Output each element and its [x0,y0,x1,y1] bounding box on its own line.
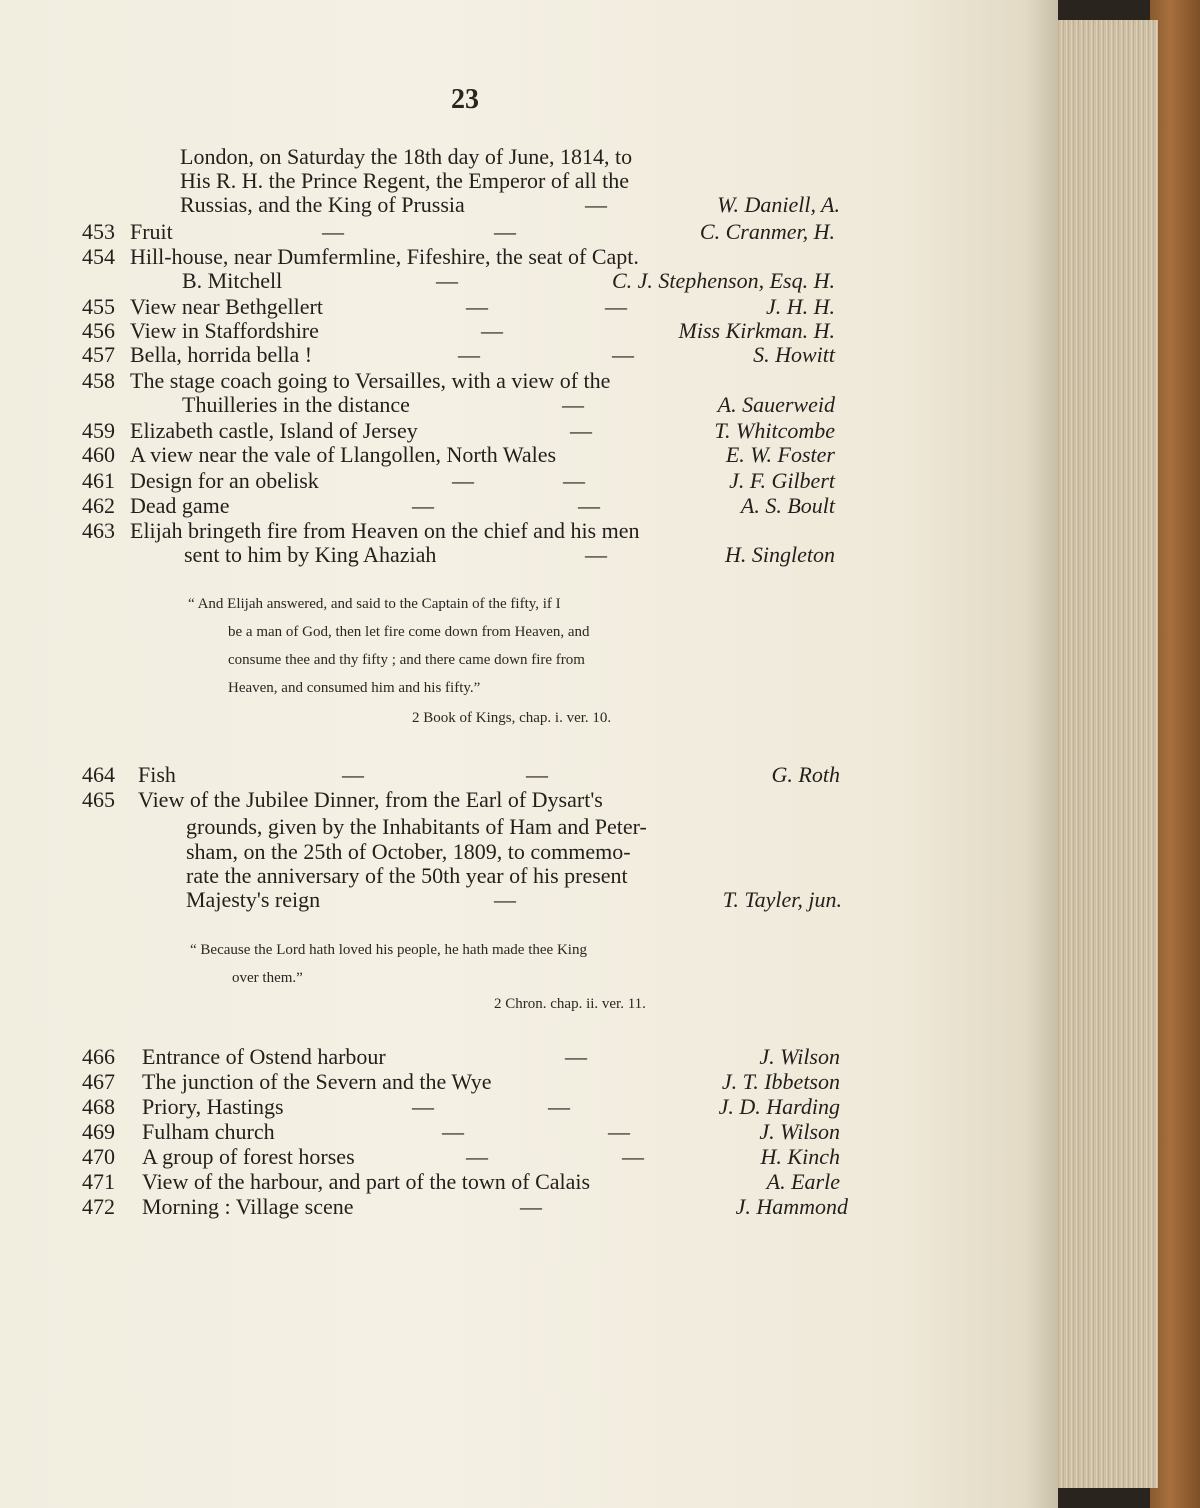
quote-2-line-2: over them.” [232,970,303,986]
quote-1-line-2: be a man of God, then let fire come down from Heaven, and [228,624,590,640]
catalogue-page: 23 London, on Saturday the 18th day of June, 1814, to His R. H. the Prince Regent, the Emperor of all the Russias, and the King of Prussia — W. Daniell, A. 453 Fruit — — C. Cranmer, H. 454 Hill-house, near Dumfermline, Fifeshire, the seat of Capt. B. Mitchell — C. J. Stephenson, Esq. H. 455 View near Bethgellert — — J. H. H. 456 View in Staffordshire — Miss Kirkman. H. 457 Bella, horrida bella ! — — S. Howitt 458 The stage coach going to Versailles, with a view of the Thuilleries in the distance — A. Sauerweid 459 Elizabeth castle, Island of Jersey — T. Whitcombe 460 A view near the vale of Llangollen, North Wales E. W. Foster 461 Design for an obelisk — — J. F. Gilbert 462 Dead game — — A. S. Boult 463 Elijah bringeth fire from Heaven on the chief and his men sent to him by King Ahaziah — H. Singleton “ And Elijah answered, and said to the Captain of the fifty, if I be a man of God, then let fire come down from Heaven, and consume thee and thy fifty ; and there came down fire from Heaven, and consumed him and his fifty.” 2 Book of Kings, chap. i. ver. 10. 464 Fish — — G. Roth 465 View of the Jubilee Dinner, from the Earl of Dysart's grounds, given by the Inhabitants of Ham and Peter- sham, on the 25th of October, 1809, to commemo- rate the anniversary of the 50th year of his present Majesty's reign — T. Tayler, jun. “ Because the Lord hath loved his people, he hath made thee King over them.” 2 Chron. chap. ii. ver. 11. 466 Entrance of Ostend harbour — J. Wilson 467 The junction of the Severn and the Wye J. T. Ibbetson 468 Priory, Hastings — — J. D. Harding 469 Fulham church — — J. Wilson 470 A group of forest horses — — H. Kinch 471 View of the harbour, and part of the town of Calais A. Earle 472 Morning : Village scene — J. Hammond [0,0,1058,1508]
quote-2-reference: 2 Chron. chap. ii. ver. 11. [494,996,646,1012]
quote-2-line-1: “ Because the Lord hath loved his people, he hath made thee King [190,942,587,958]
page-number: 23 [451,84,479,115]
entry-465-line-2: grounds, given by the Inhabitants of Ham and Peter- [186,814,647,839]
continuation-line-1: London, on Saturday the 18th day of June, 1814, to [180,144,633,169]
quote-1-line-1: “ And Elijah answered, and said to the Captain of the fifty, if I [188,596,561,612]
continuation-line-2: His R. H. the Prince Regent, the Emperor of all the [180,168,630,193]
quote-1-reference: 2 Book of Kings, chap. i. ver. 10. [412,710,612,726]
entry-465-line-4: rate the anniversary of the 50th year of his present [186,863,628,888]
entry-465-line-3: sham, on the 25th of October, 1809, to commemo- [186,839,631,864]
quote-1-line-4: Heaven, and consumed him and his fifty.” [228,680,481,696]
quote-1-line-3: consume thee and thy fifty ; and there came down fire from [228,652,585,668]
